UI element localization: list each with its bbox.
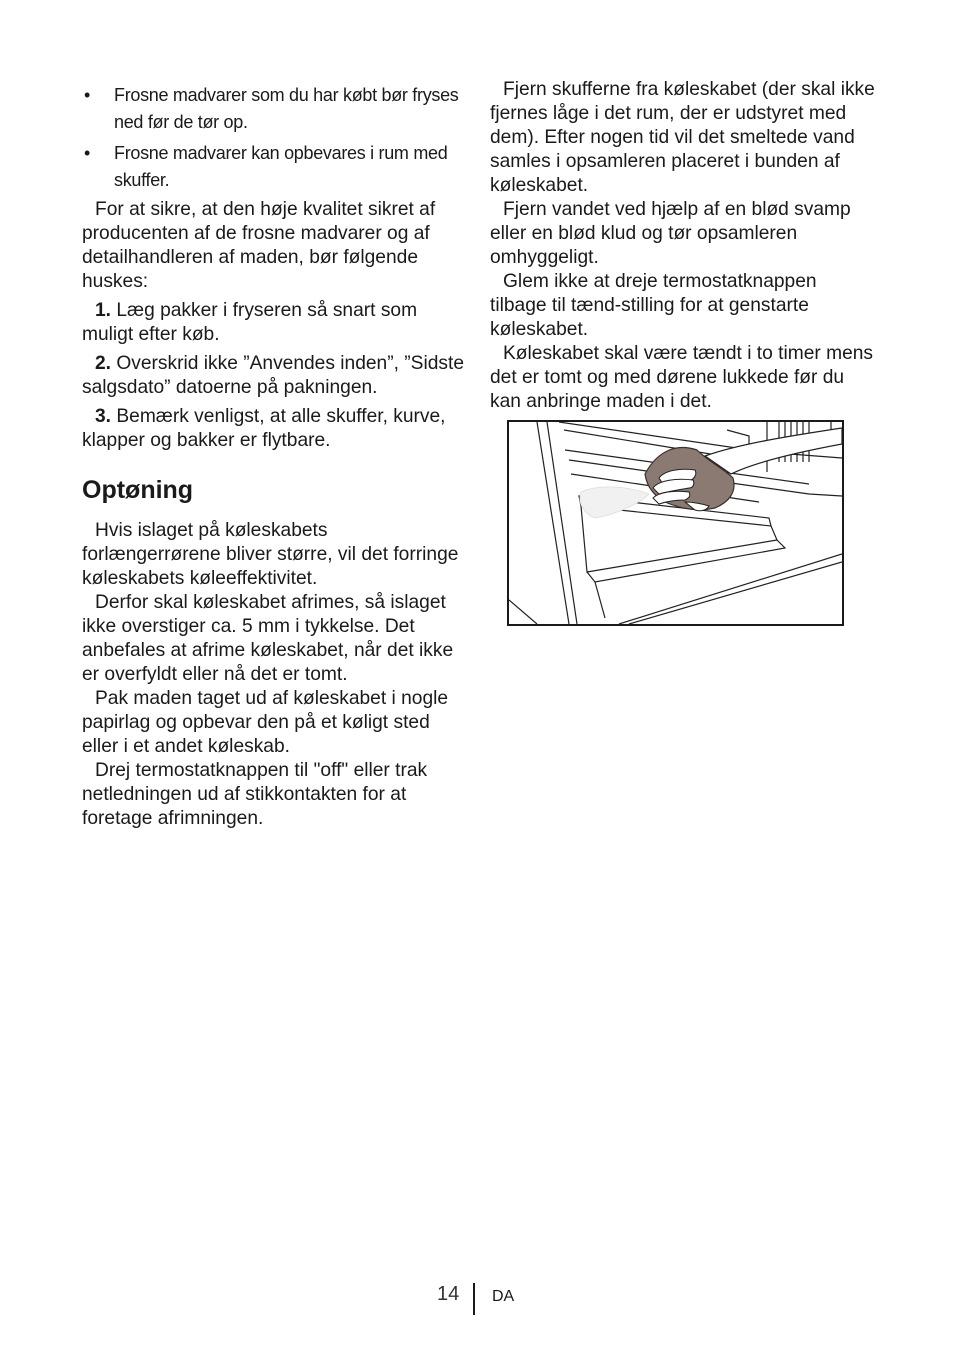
right-column — [490, 78, 878, 414]
numbered-item-2 — [82, 352, 466, 400]
item-text: Læg pakker i fryseren så snart som muligt efter køb. — [82, 300, 418, 345]
section-heading: Optøning — [82, 476, 194, 504]
page-footer — [0, 1281, 954, 1317]
body-paragraph: Derfor skal køleskabet afrimes, så islaget ikke overstiger ca. 5 mm i tykkelse. Det anbefales at afrime køleskabet, når det ikke er overfyldt eller nå det er tomt. — [82, 592, 454, 685]
numbered-item-1 — [82, 299, 466, 347]
page-number: 14 — [437, 1283, 460, 1305]
language-code: DA — [492, 1288, 515, 1305]
body-paragraph: Drej termostatknappen til "off" eller trak netledningen ud af stikkontakten for at foretage afrimningen. — [82, 760, 428, 829]
left-column — [82, 78, 466, 831]
body-paragraph: Køleskabet skal være tændt i to timer mens det er tomt og med dørene lukkede før du kan anbringe maden i det. — [490, 343, 874, 412]
bullet-item: • Frosne madvarer som du har købt bør fryses ned før de tør op. — [82, 82, 466, 136]
item-number: 3. — [95, 406, 112, 427]
hand-wiping-drawer-illustration — [509, 422, 842, 624]
item-number: 2. — [95, 353, 112, 374]
item-number: 1. — [95, 300, 112, 321]
item-text: Overskrid ikke ”Anvendes inden”, ”Sidste salgsdato” datoerne på pakningen. — [82, 353, 464, 398]
body-paragraph: Glem ikke at dreje termostatknappen tilbage til tænd-stilling for at genstarte køleskabet. — [490, 271, 817, 340]
defrost-illustration — [507, 420, 844, 626]
body-paragraph: Fjern vandet ved hjælp af en blød svamp eller en blød klud og tør opsamleren omhyggeligt. — [490, 199, 851, 268]
body-paragraph: Hvis islaget på køleskabets forlængerrørene bliver større, vil det forringe køleskabets køleeffektivitet. — [82, 520, 459, 589]
bullet-list — [82, 82, 466, 194]
item-text: Bemærk venligst, at alle skuffer, kurve, klapper og bakker er flytbare. — [82, 406, 446, 451]
numbered-item-3 — [82, 405, 466, 453]
bullet-item: • Frosne madvarer kan opbevares i rum med skuffer. — [82, 140, 466, 194]
body-paragraph: Fjern skufferne fra køleskabet (der skal ikke fjernes låge i det rum, der er udstyret med dem). Efter nogen tid vil det smeltede vand samles i opsamleren placeret i bunden af køleskabet. — [490, 79, 875, 196]
body-paragraph: Pak maden taget ud af køleskabet i nogle papirlag og opbevar den på et køligt sted eller i et andet køleskab. — [82, 688, 449, 757]
intro-paragraph: For at sikre, at den høje kvalitet sikret af producenten af de frosne madvarer og af detailhandleren af maden, bør følgende huskes: — [82, 199, 436, 292]
footer-divider — [473, 1283, 475, 1315]
